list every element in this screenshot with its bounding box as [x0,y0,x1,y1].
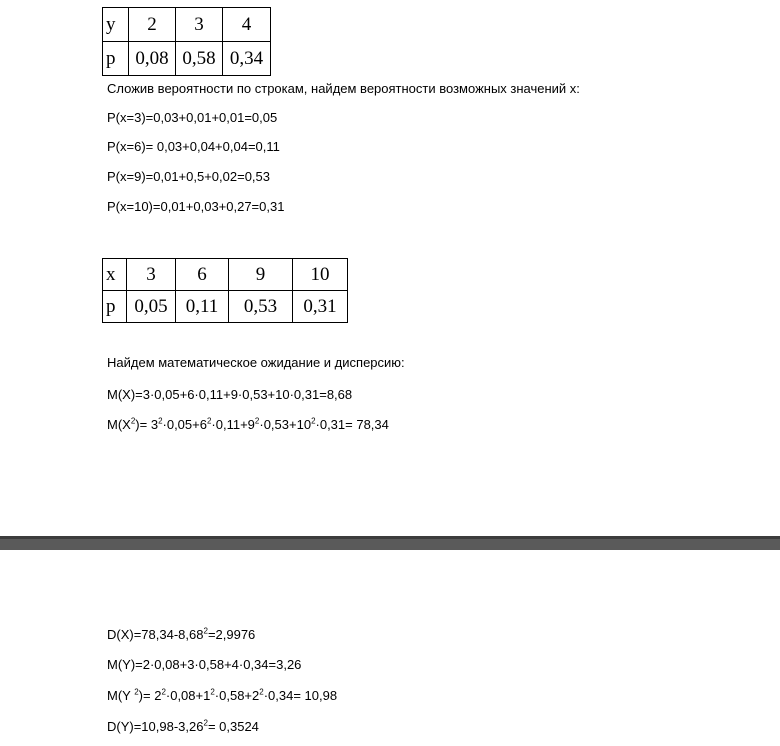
superscript: 2 [158,416,163,426]
table-cell: 0,05 [127,291,176,323]
table-row [103,42,271,76]
table-cell: 10 [293,259,348,291]
table-cell: 6 [176,259,229,291]
table-cell: x [103,259,127,291]
table-cell: 4 [223,8,271,42]
table-cell: y [103,8,129,42]
formula-mx2 [107,417,389,432]
formula-part: )= 3 [135,417,159,432]
formula-part: ·0,58+2 [214,688,260,703]
formula-part: M(X [107,417,131,432]
table-cell: 0,34 [223,42,271,76]
formula-part: ·0,31= 78,34 [315,417,389,432]
superscript: 2 [203,718,208,728]
table-cell: 2 [129,8,176,42]
superscript: 2 [203,626,208,636]
formula-my: M(Y)=2·0,08+3·0,58+4·0,34=3,26 [107,657,302,672]
superscript: 2 [161,687,166,697]
table-row [103,8,271,42]
superscript: 2 [311,416,316,426]
y-distribution-table [102,7,271,76]
formula-px6: P(x=6)= 0,03+0,04+0,04=0,11 [107,139,280,154]
formula-part: ·0,53+10 [259,417,312,432]
table-cell: 0,11 [176,291,229,323]
formula-part: ·0,34= 10,98 [263,688,338,703]
table-cell: 3 [127,259,176,291]
document-page-2 [0,550,780,746]
formula-dx [107,627,255,642]
x-distribution-table [102,258,348,323]
table-row [103,259,348,291]
formula-dy [107,719,259,734]
table-cell: 0,08 [129,42,176,76]
superscript: 2 [259,687,264,697]
formula-px10: P(x=10)=0,01+0,03+0,27=0,31 [107,199,285,214]
formula-part: ·0,05+6 [162,417,207,432]
formula-px9: P(x=9)=0,01+0,5+0,02=0,53 [107,169,270,184]
formula-mx: M(X)=3·0,05+6·0,11+9·0,53+10·0,31=8,68 [107,387,353,402]
table-cell: 0,53 [229,291,293,323]
formula-part: D(Y)=10,98-3,26 [107,719,204,734]
table-cell: 3 [176,8,223,42]
superscript: 2 [254,416,260,426]
formula-part: ·0,08+1 [165,688,211,703]
superscript: 2 [210,687,215,697]
table-cell: p [103,42,129,76]
table-cell: 0,58 [176,42,223,76]
page-separator [0,536,780,550]
paragraph-expectation-variance: Найдем математическое ожидание и дисперсию: [107,355,405,370]
table-cell: 9 [229,259,293,291]
formula-px3: P(x=3)=0,03+0,01+0,01=0,05 [107,110,278,125]
formula-part: = 0,3524 [207,719,259,734]
table-row [103,291,348,323]
superscript: 2 [206,416,212,426]
formula-part: ·0,11+9 [211,417,255,432]
superscript: 2 [134,687,139,697]
formula-part: =2,9976 [207,627,256,642]
separator-shade [0,536,780,539]
formula-part: M(Y [107,688,135,703]
superscript: 2 [130,416,136,426]
table-cell: 0,31 [293,291,348,323]
formula-part: )= 2 [138,688,162,703]
formula-my2 [107,688,337,703]
table-cell: p [103,291,127,323]
formula-part: D(X)=78,34-8,68 [107,627,204,642]
paragraph-sum-probabilities: Сложив вероятности по строкам, найдем вероятности возможных значений x: [107,81,580,96]
